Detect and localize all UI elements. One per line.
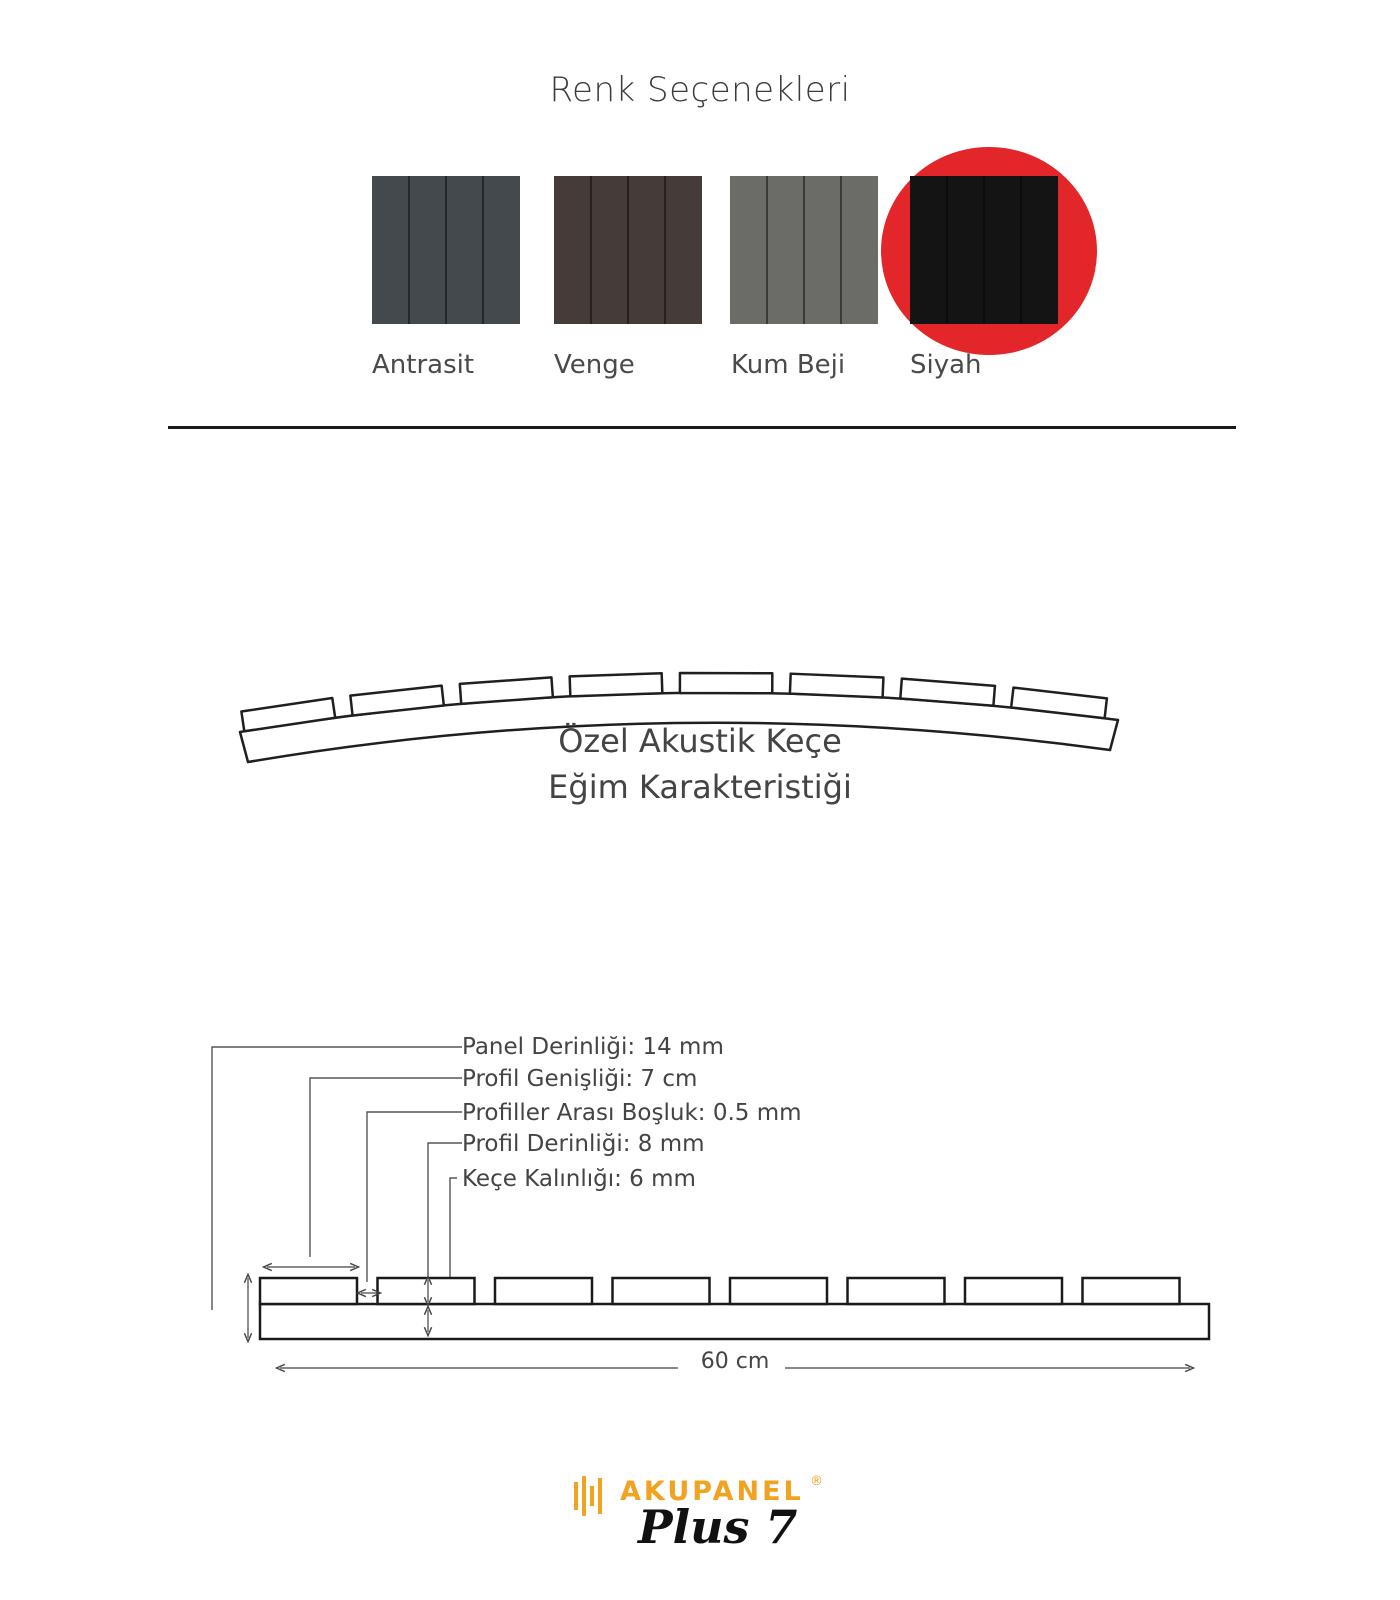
swatch-slat-line: [482, 176, 484, 324]
logo-brand: AKUPANEL: [620, 1476, 804, 1507]
swatch-slat-line: [664, 176, 666, 324]
logo-registered: ®: [810, 1474, 823, 1489]
swatch-slat-line: [590, 176, 592, 324]
swatch-slat-line: [627, 176, 629, 324]
swatch-venge[interactable]: [554, 176, 702, 324]
section-profile-block: [495, 1278, 592, 1304]
cross-section-diagram: [0, 1020, 1400, 1380]
swatch-label-siyah: Siyah: [910, 350, 982, 380]
bend-profile-block: [570, 673, 663, 696]
spec-profile-gap: Profiller Arası Boşluk: 0.5 mm: [462, 1100, 802, 1126]
total-width-label: 60 cm: [700, 1349, 770, 1374]
logo-product: Plus 7: [638, 1500, 798, 1554]
spec-felt-thickness: Keçe Kalınlığı: 6 mm: [462, 1166, 696, 1192]
akupanel-logo-icon: [572, 1474, 612, 1518]
bend-profile-block: [680, 673, 772, 693]
swatch-slat-line: [983, 176, 985, 324]
page-title: Renk Seçenekleri: [549, 70, 851, 110]
swatch-slat-line: [803, 176, 805, 324]
section-profile-block: [1083, 1278, 1180, 1304]
swatch-slat-line: [1020, 176, 1022, 324]
spec-profile-depth: Profil Derinliği: 8 mm: [462, 1131, 705, 1157]
section-profile-block: [965, 1278, 1062, 1304]
swatch-label-kum-beji: Kum Beji: [731, 350, 846, 380]
bend-caption-line2: Eğim Karakteristiği: [548, 768, 852, 806]
section-profile-block: [260, 1278, 357, 1304]
bend-profile-block: [790, 674, 884, 698]
spec-panel-depth: Panel Derinliği: 14 mm: [462, 1034, 724, 1060]
section-divider: [168, 426, 1236, 429]
section-profile-block: [378, 1278, 475, 1304]
swatch-slat-line: [445, 176, 447, 324]
section-profile-block: [730, 1278, 827, 1304]
swatch-slat-line: [840, 176, 842, 324]
swatch-kum-beji[interactable]: [730, 176, 878, 324]
bend-caption-line1: Özel Akustik Keçe: [558, 722, 842, 760]
swatch-label-antrasit: Antrasit: [372, 350, 475, 380]
swatch-slat-line: [766, 176, 768, 324]
swatch-antrasit[interactable]: [372, 176, 520, 324]
swatch-slat-line: [408, 176, 410, 324]
swatch-siyah[interactable]: [910, 176, 1058, 324]
spec-profile-width: Profil Genişliği: 7 cm: [462, 1066, 698, 1092]
section-profile-block: [613, 1278, 710, 1304]
section-profile-block: [848, 1278, 945, 1304]
swatch-label-venge: Venge: [554, 350, 635, 380]
swatch-slat-line: [946, 176, 948, 324]
